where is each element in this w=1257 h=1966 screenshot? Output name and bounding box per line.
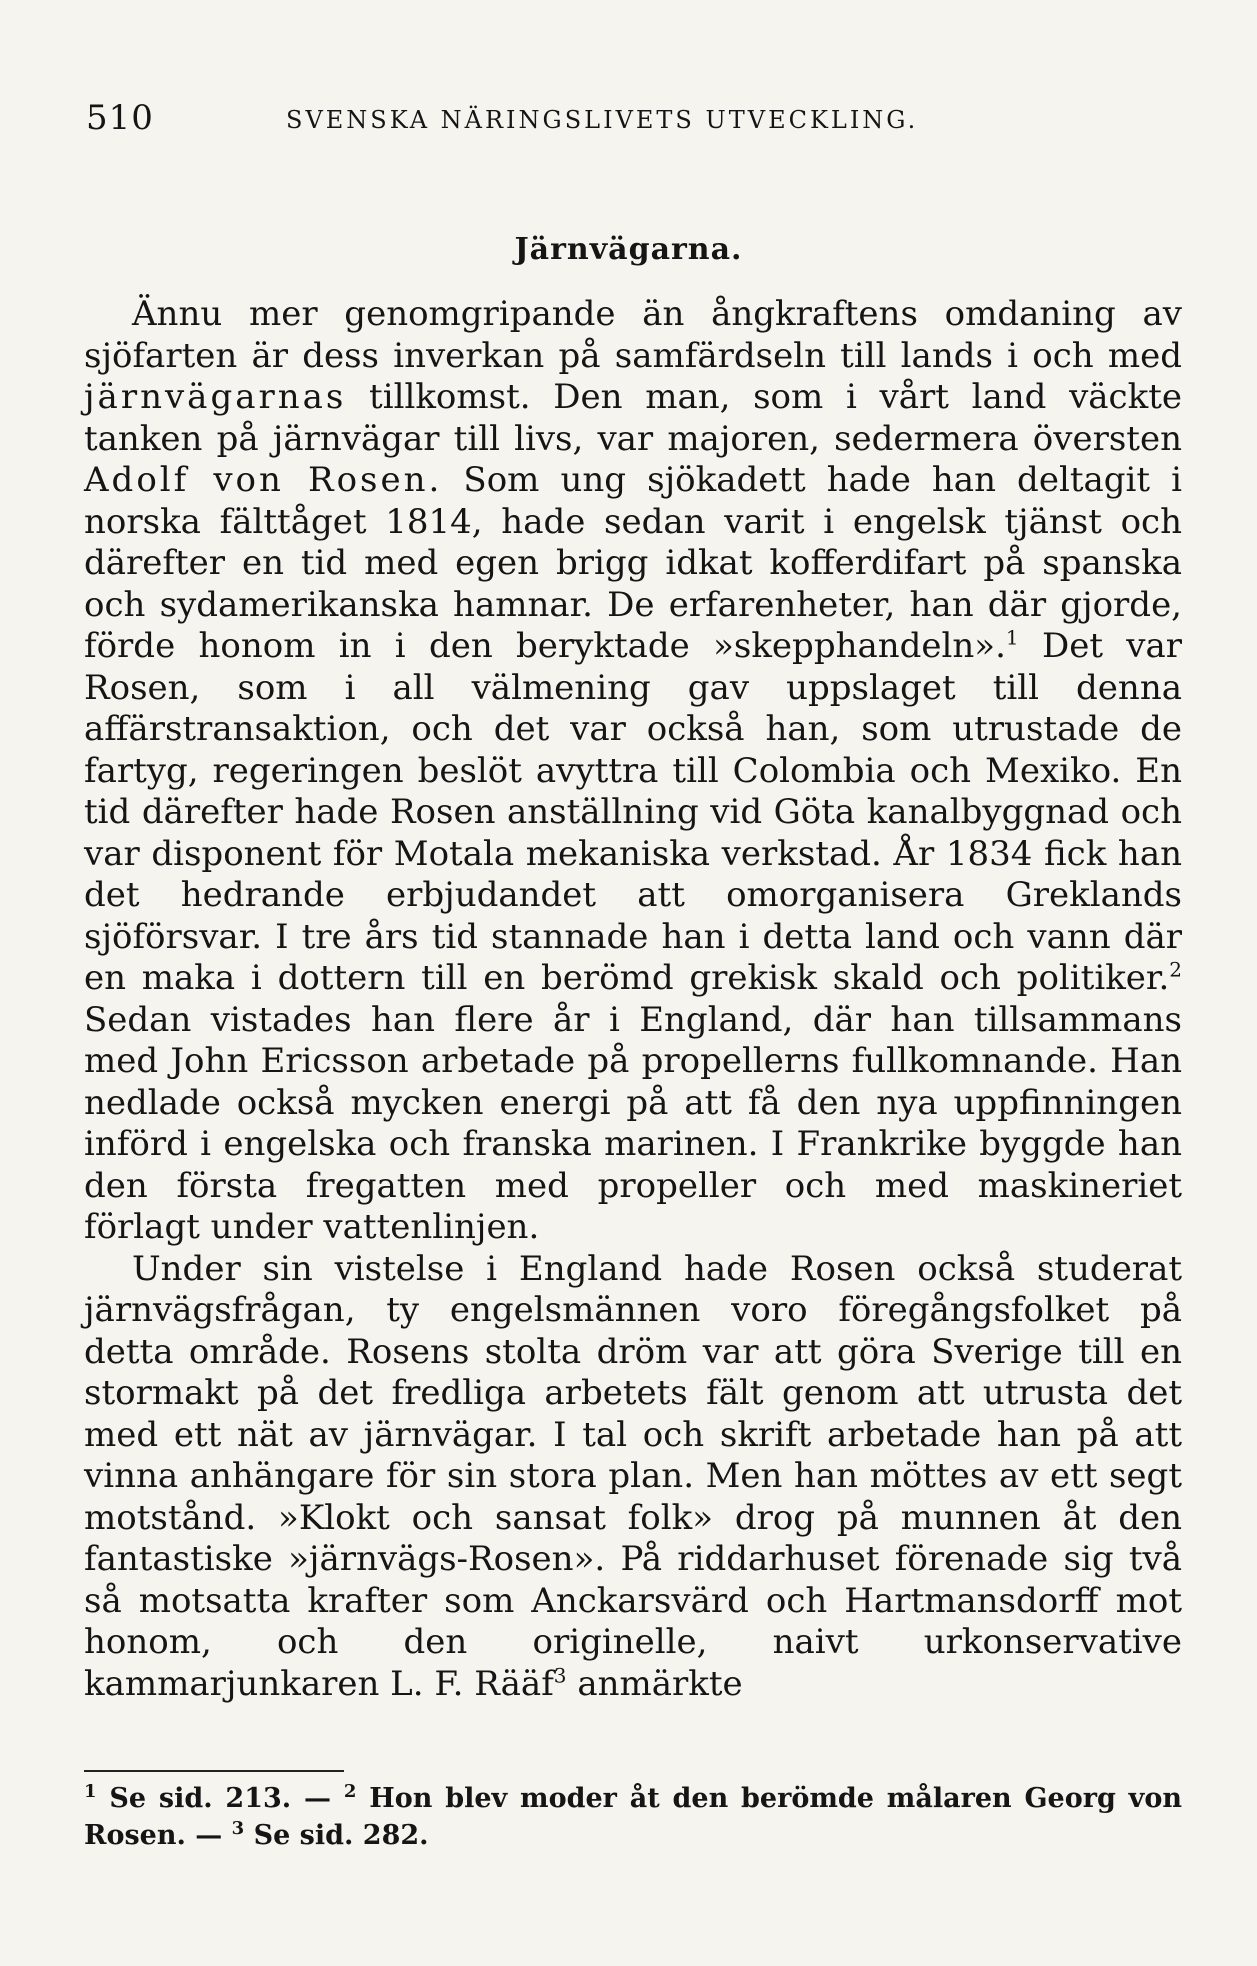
footnote-ref-1: 1	[1005, 625, 1019, 650]
page-number: 510	[86, 98, 154, 138]
text-run: Sedan vistades han flere år i England, där han tillsammans med John Ericsson arbetade på propellerns fullkomnande. Han nedlade också mycken energi på att få den nya uppfinningen införd i engelska och franska marinen. I Frankrike byggde han den första fregatten med propeller och med maskineriet förlagt under vattenlinjen.	[84, 999, 1182, 1247]
spaced-emphasis: järnvägarnas	[84, 377, 347, 417]
footnote-marker-2: 2	[343, 1781, 357, 1802]
paragraph-1	[84, 294, 1182, 1249]
running-head	[86, 98, 1186, 148]
text-run: Som ung sjökadett hade han deltagit i norska fälttåget 1814, hade sedan varit i engelsk tjänst och därefter en tid med egen brigg idkat kofferdifart på spanska och sydamerikanska hamnar. De erfarenheter, han där gjorde, förde honom in i den beryktade »skepphandeln».	[84, 460, 1183, 666]
footnote-ref-2: 2	[1169, 957, 1182, 982]
body-text	[84, 294, 1182, 1705]
text-run: Ännu mer genomgripande än ångkraftens omdaning av sjöfarten är dess inverkan på samfärdseln till lands i och med	[84, 294, 1182, 376]
footnote-marker-3: 3	[231, 1818, 245, 1839]
paragraph-2	[84, 1249, 1182, 1706]
footnote-text-1: Se sid. 213. —	[96, 1783, 344, 1814]
footnotes	[84, 1780, 1182, 1854]
footnote-text-2: Hon blev moder åt den berömde målaren Georg von Rosen. —	[84, 1783, 1182, 1851]
footnote-rule	[84, 1770, 344, 1772]
footnote-marker-1: 1	[84, 1781, 97, 1802]
footnote-text-3: Se sid. 282.	[244, 1820, 429, 1851]
running-title: SVENSKA NÄRINGSLIVETS UTVECKLING.	[286, 106, 919, 134]
text-run: anmärkte	[566, 1663, 743, 1704]
section-heading: Järnvägarna.	[514, 232, 743, 267]
spaced-emphasis-name: Adolf von Rosen.	[84, 460, 443, 500]
text-run: Under sin vistelse i England hade Rosen också studerat järnvägsfrågan, ty engelsmännen voro föregångsfolket på detta område. Rosens stolta dröm var att göra Sverige till en stormakt på det fredliga arbetets fält genom att utrusta det med ett nät av järnvägar. I tal och skrift arbetade han på att vinna anhängare för sin stora plan. Men han möttes av ett segt motstånd. »Klokt och sansat folk» drog på munnen åt den fantastiske »järnvägs-Rosen». På riddarhuset förenade sig två så motsatta krafter som Anckarsvärd och Hartmansdorff mot honom, och den originelle, naivt urkonservative kammarjunkaren L. F. Rääf	[84, 1248, 1182, 1704]
text-run: Det var Rosen, som i all välmening gav uppslaget till denna affärstransaktion, och det var också han, som utrustade de fartyg, regeringen beslöt avyttra till Colombia och Mexiko. En tid därefter hade Rosen anställning vid Göta kanalbyggnad och var disponent för Motala mekaniska verkstad. År 1834 fick han det hedrande erbjudandet att omorganisera Greklands sjöförsvar. I tre års tid stannade han i detta land och vann där en maka i dottern till en berömd grekisk skald och politiker.	[84, 626, 1183, 998]
footnote-ref-3: 3	[553, 1663, 567, 1688]
text-run: tillkomst. Den man, som i vårt land väckte tanken på järnvägar till livs, var majoren, sedermera översten	[84, 377, 1182, 459]
